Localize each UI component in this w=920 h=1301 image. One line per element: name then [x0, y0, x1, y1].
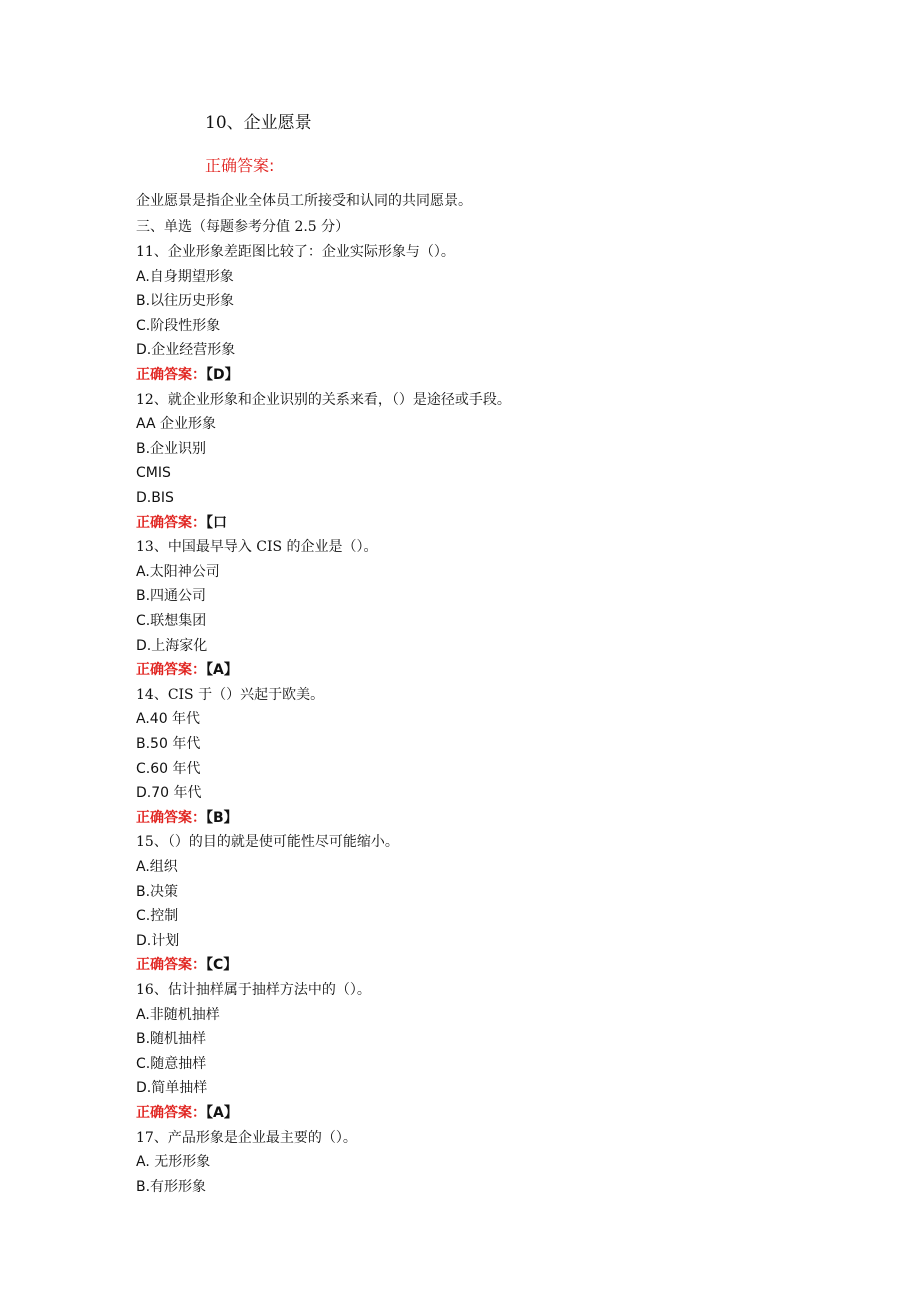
question-stem: 12、就企业形象和企业识别的关系来看，（）是途径或手段。 — [136, 392, 511, 408]
answer-option: D.70 年代 — [136, 785, 202, 801]
section-heading: 三、单选（每题参考分值 2.5 分） — [136, 219, 350, 235]
correct-answer-value: 【A】 — [206, 662, 238, 678]
correct-answer-label: 正确答案： — [136, 515, 206, 531]
question-stem: 17、产品形象是企业最主要的（）。 — [136, 1130, 357, 1146]
answer-option: C.随意抽样 — [136, 1056, 207, 1072]
question-10-title: 10、企业愿景 — [205, 113, 312, 133]
question-stem: 16、估计抽样属于抽样方法中的（）。 — [136, 982, 371, 998]
answer-option: D.上海家化 — [136, 638, 208, 654]
answer-option: D.简单抽样 — [136, 1080, 208, 1096]
correct-answer-value: 【口 — [206, 515, 227, 531]
answer-option: A.太阳神公司 — [136, 564, 220, 580]
correct-answer — [136, 1104, 238, 1122]
answer-option: B.四通公司 — [136, 588, 207, 604]
answer-option: B.以往历史形象 — [136, 293, 235, 309]
correct-answer-label: 正确答案： — [136, 662, 206, 678]
answer-option: C.控制 — [136, 908, 179, 924]
answer-option: A.组织 — [136, 859, 178, 875]
answer-option: C.阶段性形象 — [136, 318, 221, 334]
correct-answer-value: 【D】 — [206, 367, 239, 383]
correct-answer — [136, 661, 238, 679]
answer-option: CMIS — [136, 465, 171, 481]
answer-option: A. 无形形象 — [136, 1154, 211, 1170]
answer-option: B.有形形象 — [136, 1179, 207, 1195]
question-stem: 11、企业形象差距图比较了：企业实际形象与（）。 — [136, 244, 455, 260]
answer-option: B.决策 — [136, 884, 179, 900]
question-10-answer-text: 企业愿景是指企业全体员工所接受和认同的共同愿景。 — [136, 193, 472, 209]
answer-option: B.企业识别 — [136, 441, 207, 457]
correct-answer — [136, 366, 239, 384]
correct-answer-label: 正确答案： — [136, 1105, 206, 1121]
answer-option: D.计划 — [136, 933, 180, 949]
answer-option: B.随机抽样 — [136, 1031, 207, 1047]
answer-option: AA 企业形象 — [136, 416, 216, 432]
correct-answer-value: 【C】 — [206, 957, 238, 973]
question-stem: 15、（）的目的就是使可能性尽可能缩小。 — [136, 834, 399, 850]
answer-option: A.40 年代 — [136, 711, 201, 727]
answer-option: C.联想集团 — [136, 613, 207, 629]
answer-option: A.非随机抽样 — [136, 1007, 220, 1023]
answer-option: D.企业经营形象 — [136, 342, 236, 358]
correct-answer-label: 正确答案： — [136, 367, 206, 383]
question-10-answer-label: 正确答案: — [205, 156, 275, 175]
correct-answer — [136, 956, 237, 974]
answer-option: A.自身期望形象 — [136, 269, 234, 285]
correct-answer — [136, 514, 227, 532]
question-stem: 13、中国最早导入 CIS 的企业是（）。 — [136, 539, 378, 555]
answer-option: C.60 年代 — [136, 761, 201, 777]
correct-answer-label: 正确答案： — [136, 957, 206, 973]
answer-option: B.50 年代 — [136, 736, 201, 752]
correct-answer-value: 【A】 — [206, 1105, 238, 1121]
question-stem: 14、CIS 于（）兴起于欧美。 — [136, 687, 325, 703]
correct-answer-label: 正确答案： — [136, 810, 206, 826]
correct-answer-value: 【B】 — [206, 810, 238, 826]
answer-option: D.BIS — [136, 490, 174, 506]
correct-answer — [136, 809, 238, 827]
